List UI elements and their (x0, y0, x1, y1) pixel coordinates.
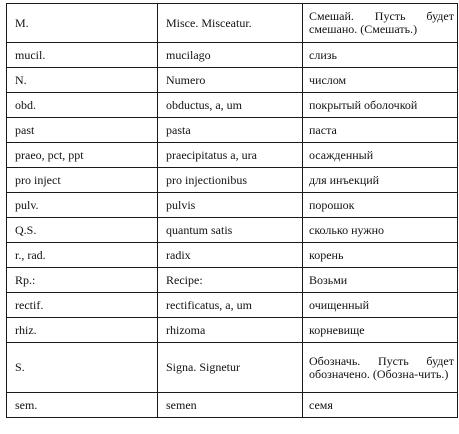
latin-cell: Misce. Misceatur. (158, 4, 303, 43)
russian-cell: корневище (303, 318, 458, 343)
abbreviation-cell: rhiz. (7, 318, 158, 343)
latin-cell: praecipitatus a, ura (158, 143, 303, 168)
russian-cell: для инъекций (303, 168, 458, 193)
russian-cell: осажденный (303, 143, 458, 168)
abbreviation-cell: Q.S. (7, 218, 158, 243)
abbreviation-cell: praeo, pct, ppt (7, 143, 158, 168)
abbreviation-cell: Rp.: (7, 268, 158, 293)
table-row (7, 343, 458, 393)
latin-cell: semen (158, 393, 303, 418)
table-row (7, 293, 458, 318)
latin-cell: Recipe: (158, 268, 303, 293)
table-row (7, 393, 458, 418)
russian-cell: покрытый оболочкой (303, 93, 458, 118)
abbreviation-cell: pro inject (7, 168, 158, 193)
latin-cell: mucilago (158, 43, 303, 68)
abbreviation-cell: N. (7, 68, 158, 93)
russian-cell: сколько нужно (303, 218, 458, 243)
latin-cell: rhizoma (158, 318, 303, 343)
russian-cell: корень (303, 243, 458, 268)
russian-cell: паста (303, 118, 458, 143)
abbreviation-cell: past (7, 118, 158, 143)
table-row (7, 318, 458, 343)
table-row (7, 168, 458, 193)
table-row (7, 43, 458, 68)
table-row (7, 143, 458, 168)
table-row (7, 93, 458, 118)
table-row (7, 118, 458, 143)
latin-cell: Numero (158, 68, 303, 93)
russian-cell: слизь (303, 43, 458, 68)
abbreviation-cell: S. (7, 343, 158, 393)
abbreviation-cell: obd. (7, 93, 158, 118)
russian-cell: Смешай. Пусть будет смешано. (Смешать.) (303, 4, 458, 43)
latin-cell: radix (158, 243, 303, 268)
abbreviations-table (6, 3, 458, 418)
latin-cell: rectificatus, a, um (158, 293, 303, 318)
latin-cell: pasta (158, 118, 303, 143)
latin-cell: pro injectionibus (158, 168, 303, 193)
russian-cell: Возьми (303, 268, 458, 293)
latin-cell: quantum satis (158, 218, 303, 243)
russian-cell: очищенный (303, 293, 458, 318)
abbreviation-cell: pulv. (7, 193, 158, 218)
russian-cell: числом (303, 68, 458, 93)
table-row (7, 4, 458, 43)
table-row (7, 268, 458, 293)
russian-cell: порошок (303, 193, 458, 218)
abbreviations-sheet (6, 3, 457, 418)
abbreviation-cell: sem. (7, 393, 158, 418)
table-row (7, 193, 458, 218)
russian-cell: Обозначь. Пусть будет обозначено. (Обозна-чить.) (303, 343, 458, 393)
table-row (7, 218, 458, 243)
russian-cell: семя (303, 393, 458, 418)
latin-cell: pulvis (158, 193, 303, 218)
abbreviation-cell: mucil. (7, 43, 158, 68)
table-row (7, 68, 458, 93)
abbreviation-cell: r., rad. (7, 243, 158, 268)
latin-cell: obductus, a, um (158, 93, 303, 118)
table-row (7, 243, 458, 268)
latin-cell: Signa. Signetur (158, 343, 303, 393)
abbreviation-cell: rectif. (7, 293, 158, 318)
abbreviation-cell: M. (7, 4, 158, 43)
